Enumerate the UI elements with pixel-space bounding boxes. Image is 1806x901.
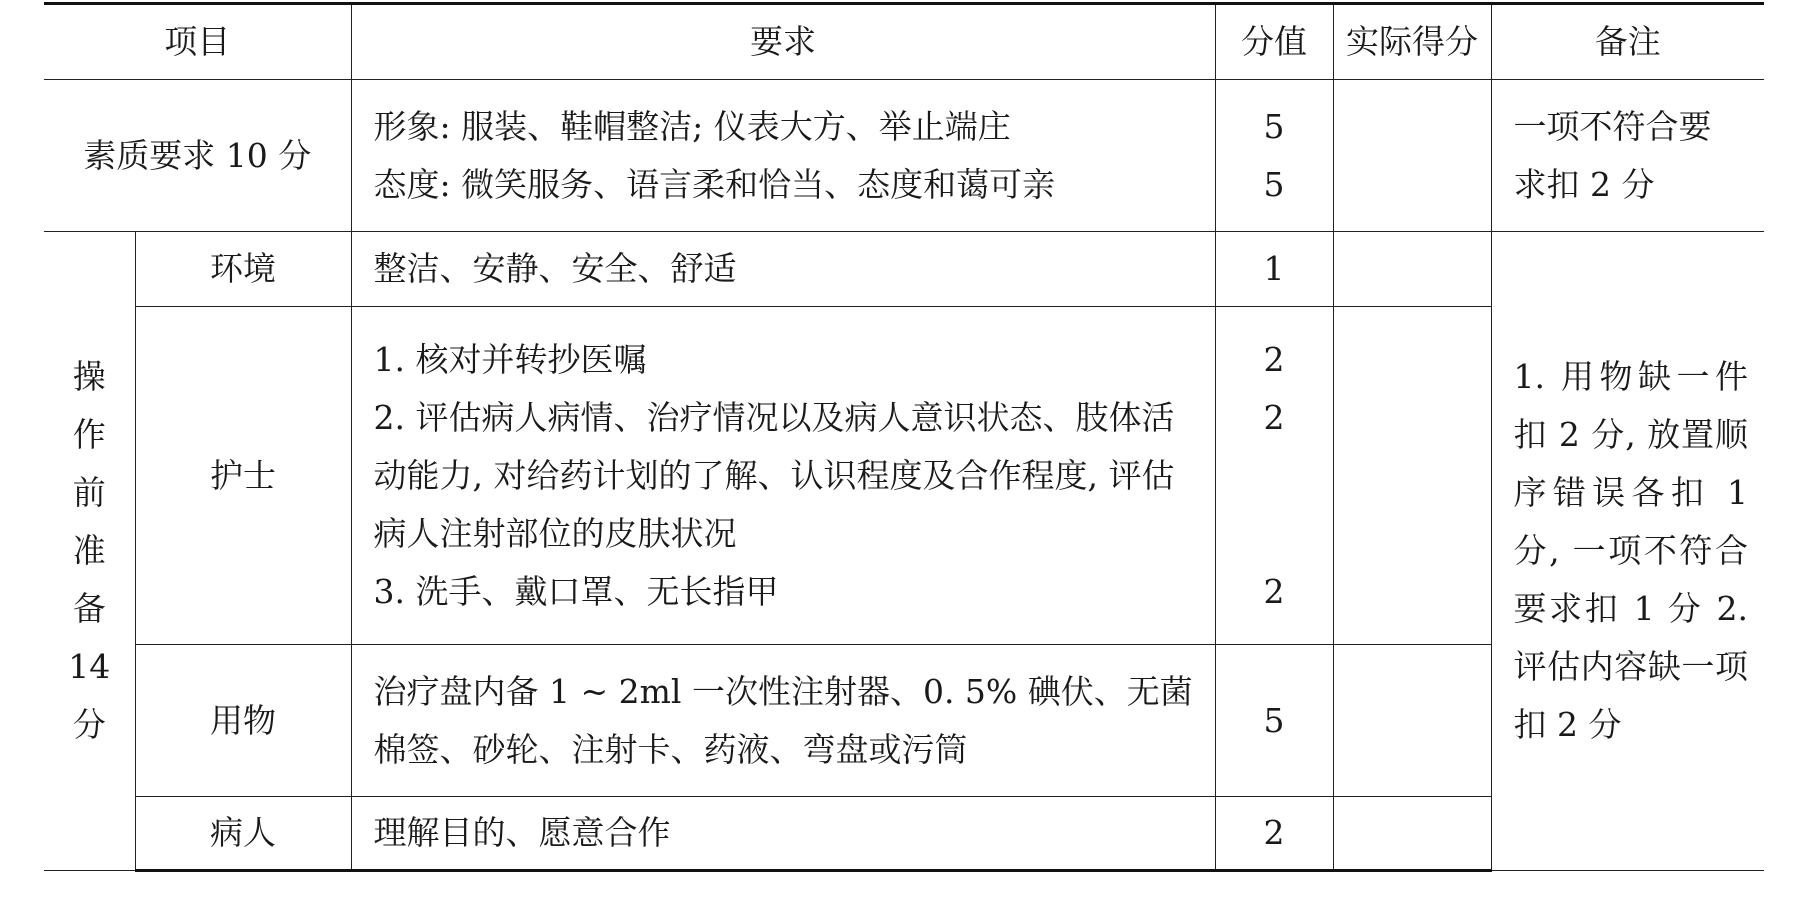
score-value: 2 xyxy=(1263,397,1285,437)
header-item: 项目 xyxy=(44,4,351,80)
quality-item: 素质要求 10 分 xyxy=(44,80,351,232)
env-score: 1 xyxy=(1215,232,1333,307)
score-value: 2 xyxy=(1263,571,1285,611)
prep-group-label xyxy=(44,232,135,871)
score-value: 5 xyxy=(1263,164,1285,204)
quality-remark xyxy=(1491,80,1764,232)
patient-label: 病人 xyxy=(135,797,351,871)
quality-line-attitude: 态度: 微笑服务、语言柔和恰当、态度和蔼可亲 xyxy=(373,164,1056,204)
nurse-label: 护士 xyxy=(135,307,351,645)
scoring-table xyxy=(44,2,1764,872)
actual-score-cell[interactable] xyxy=(1333,307,1491,645)
header-requirement: 要求 xyxy=(351,4,1215,80)
nurse-scores xyxy=(1215,307,1333,645)
actual-score-cell[interactable] xyxy=(1333,645,1491,797)
quality-requirement xyxy=(351,80,1215,232)
remark-line: 求扣 2 分 xyxy=(1513,164,1655,204)
supplies-label: 用物 xyxy=(135,645,351,797)
quality-line-appearance: 形象: 服装、鞋帽整洁; 仪表大方、举止端庄 xyxy=(373,106,1011,146)
nurse-requirement xyxy=(351,307,1215,645)
prep-remark: 1. 用物缺一件扣 2 分, 放置顺序错误各扣 1 分, 一项不符合要求扣 1 分 2. 评估内容缺一项扣 2 分 xyxy=(1491,232,1764,871)
group-char: 前 xyxy=(72,473,106,512)
score-value: 5 xyxy=(1263,106,1285,146)
env-row xyxy=(44,232,1764,307)
score-value: 2 xyxy=(1263,339,1285,379)
nurse-line-3: 3. 洗手、戴口罩、无长指甲 xyxy=(373,571,779,611)
supplies-score: 5 xyxy=(1215,645,1333,797)
env-requirement: 整洁、安静、安全、舒适 xyxy=(351,232,1215,307)
header-row xyxy=(44,4,1764,80)
actual-score-cell[interactable] xyxy=(1333,232,1491,307)
nurse-line-1: 1. 核对并转抄医嘱 xyxy=(373,339,647,379)
group-char: 准 xyxy=(72,531,106,570)
actual-score-cell[interactable] xyxy=(1333,797,1491,871)
group-char: 操 xyxy=(72,357,106,396)
group-char: 作 xyxy=(72,415,106,454)
actual-score-cell[interactable] xyxy=(1333,80,1491,232)
patient-requirement: 理解目的、愿意合作 xyxy=(351,797,1215,871)
group-char: 备 xyxy=(72,589,106,628)
nurse-line-2: 2. 评估病人病情、治疗情况以及病人意识状态、肢体活动能力, 对给药计划的了解、认识程度及合作程度, 评估病人注射部位的皮肤状况 xyxy=(373,397,1175,553)
env-label: 环境 xyxy=(135,232,351,307)
remark-line: 一项不符合要 xyxy=(1513,106,1712,146)
header-score: 分值 xyxy=(1215,4,1333,80)
header-remark: 备注 xyxy=(1491,4,1764,80)
patient-score: 2 xyxy=(1215,797,1333,871)
header-actual-score: 实际得分 xyxy=(1333,4,1491,80)
group-char: 分 xyxy=(72,705,106,744)
quality-scores xyxy=(1215,80,1333,232)
quality-row xyxy=(44,80,1764,232)
supplies-requirement: 治疗盘内备 1 ~ 2ml 一次性注射器、0. 5% 碘伏、无菌棉签、砂轮、注射卡、药液、弯盘或污筒 xyxy=(351,645,1215,797)
group-char: 14 xyxy=(68,647,111,686)
